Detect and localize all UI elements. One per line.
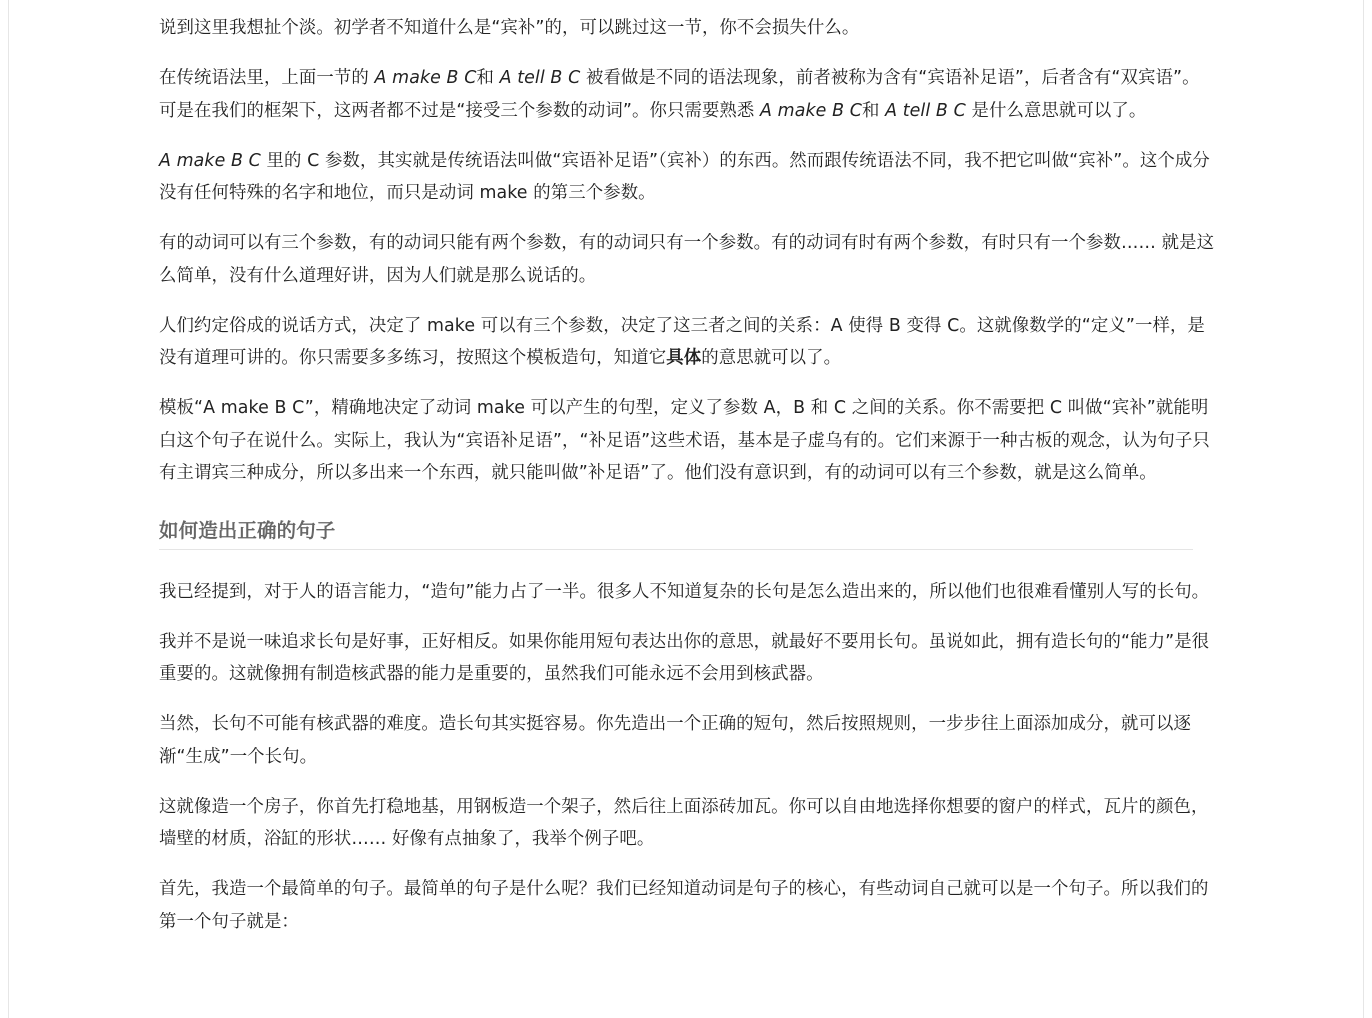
right-border — [1363, 0, 1364, 1018]
text-run: 人们约定俗成的说话方式，决定了 make 可以有三个参数，决定了这三者之间的关系：A 使得 B 变得 C。这就像数学的“定义”一样，是没有道理可讲的。你只需要多多练习，按照这个模板造句，知道它 — [159, 315, 1205, 368]
paragraph: 我并不是说一味追求长句是好事，正好相反。如果你能用短句表达出你的意思，就最好不要用长句。虽说如此，拥有造长句的“能力”是很重要的。这就像拥有制造核武器的能力是重要的，虽然我们可能永远不会用到核武器。 — [159, 631, 1210, 684]
paragraph: 说到这里我想扯个淡。初学者不知道什么是“宾补”的，可以跳过这一节，你不会损失什么。 — [159, 18, 860, 38]
code-phrase: A make B C — [159, 150, 261, 171]
section-heading: 如何造出正确的句子 — [159, 516, 1193, 550]
bold-term: 具体 — [666, 348, 702, 368]
paragraph: 有的动词可以有三个参数，有的动词只能有两个参数，有的动词只有一个参数。有的动词有时有两个参数，有时只有一个参数…… 就是这么简单，没有什么道理好讲，因为人们就是那么说话的。 — [159, 233, 1215, 286]
paragraph — [159, 310, 1217, 375]
paragraph: 我已经提到，对于人的语言能力，“造句”能力占了一半。很多人不知道复杂的长句是怎么造出来的，所以他们也很难看懂别人写的长句。 — [159, 581, 1210, 602]
text-run: 的意思就可以了。 — [701, 348, 842, 368]
paragraph: 首先，我造一个最简单的句子。最简单的句子是什么呢？我们已经知道动词是句子的核心，有些动词自己就可以是一个句子。所以我们的第一个句子就是： — [159, 879, 1209, 932]
paragraph: 当然，长句不可能有核武器的难度。造长句其实挺容易。你先造出一个正确的短句，然后按照规则，一步步往上面添加成分，就可以逐渐“生成”一个长句。 — [159, 714, 1191, 767]
paragraph — [159, 145, 1217, 210]
text-run: 是什么意思就可以了。 — [965, 100, 1147, 121]
paragraph — [159, 62, 1217, 127]
text-run: 和 — [861, 100, 886, 121]
article-body — [159, 12, 1217, 956]
text-run: 被看做是不同的语法现象，前者被称为含有“宾语补足语”，后者含有“双宾语”。可是在我们的框架下，这两者都不过是“接受三个参数的动词”。你只需要熟悉 — [159, 68, 1200, 121]
text-run: 和 — [476, 68, 500, 88]
text-run: 在传统语法里，上面一节的 — [159, 68, 375, 88]
text-run: 里的 C 参数，其实就是传统语法叫做“宾语补足语”（宾补）的东西。然而跟传统语法不同，我不把它叫做“宾补”。这个成分没有任何特殊的名字和地位，而只是动词 make 的第三个参数。 — [159, 150, 1210, 203]
paragraph: 这就像造一个房子，你首先打稳地基，用钢板造一个架子，然后往上面添砖加瓦。你可以自由地选择你想要的窗户的样式，瓦片的颜色，墙壁的材质，浴缸的形状…… 好像有点抽象了，我举个例子吧。 — [159, 796, 1209, 849]
paragraph: 模板“A make B C”，精确地决定了动词 make 可以产生的句型，定义了参数 A，B 和 C 之间的关系。你不需要把 C 叫做“宾补”就能明白这个句子在说什么。实际上，我认为“宾语补足语”，“补足语”这些术语，基本是子虚乌有的。它们来源于一种古板的观念，认为句子只有主谓宾三种成分，所以多出来一个东西，就只能叫做”补足语”了。他们没有意识到，有的动词可以有三个参数，就是这么简单。 — [159, 398, 1210, 483]
left-border — [8, 0, 9, 1018]
code-phrase: A make B C — [374, 68, 477, 88]
code-phrase: A tell B C — [885, 100, 966, 121]
code-phrase: A tell B C — [499, 68, 581, 88]
code-phrase: A make B C — [760, 100, 862, 121]
